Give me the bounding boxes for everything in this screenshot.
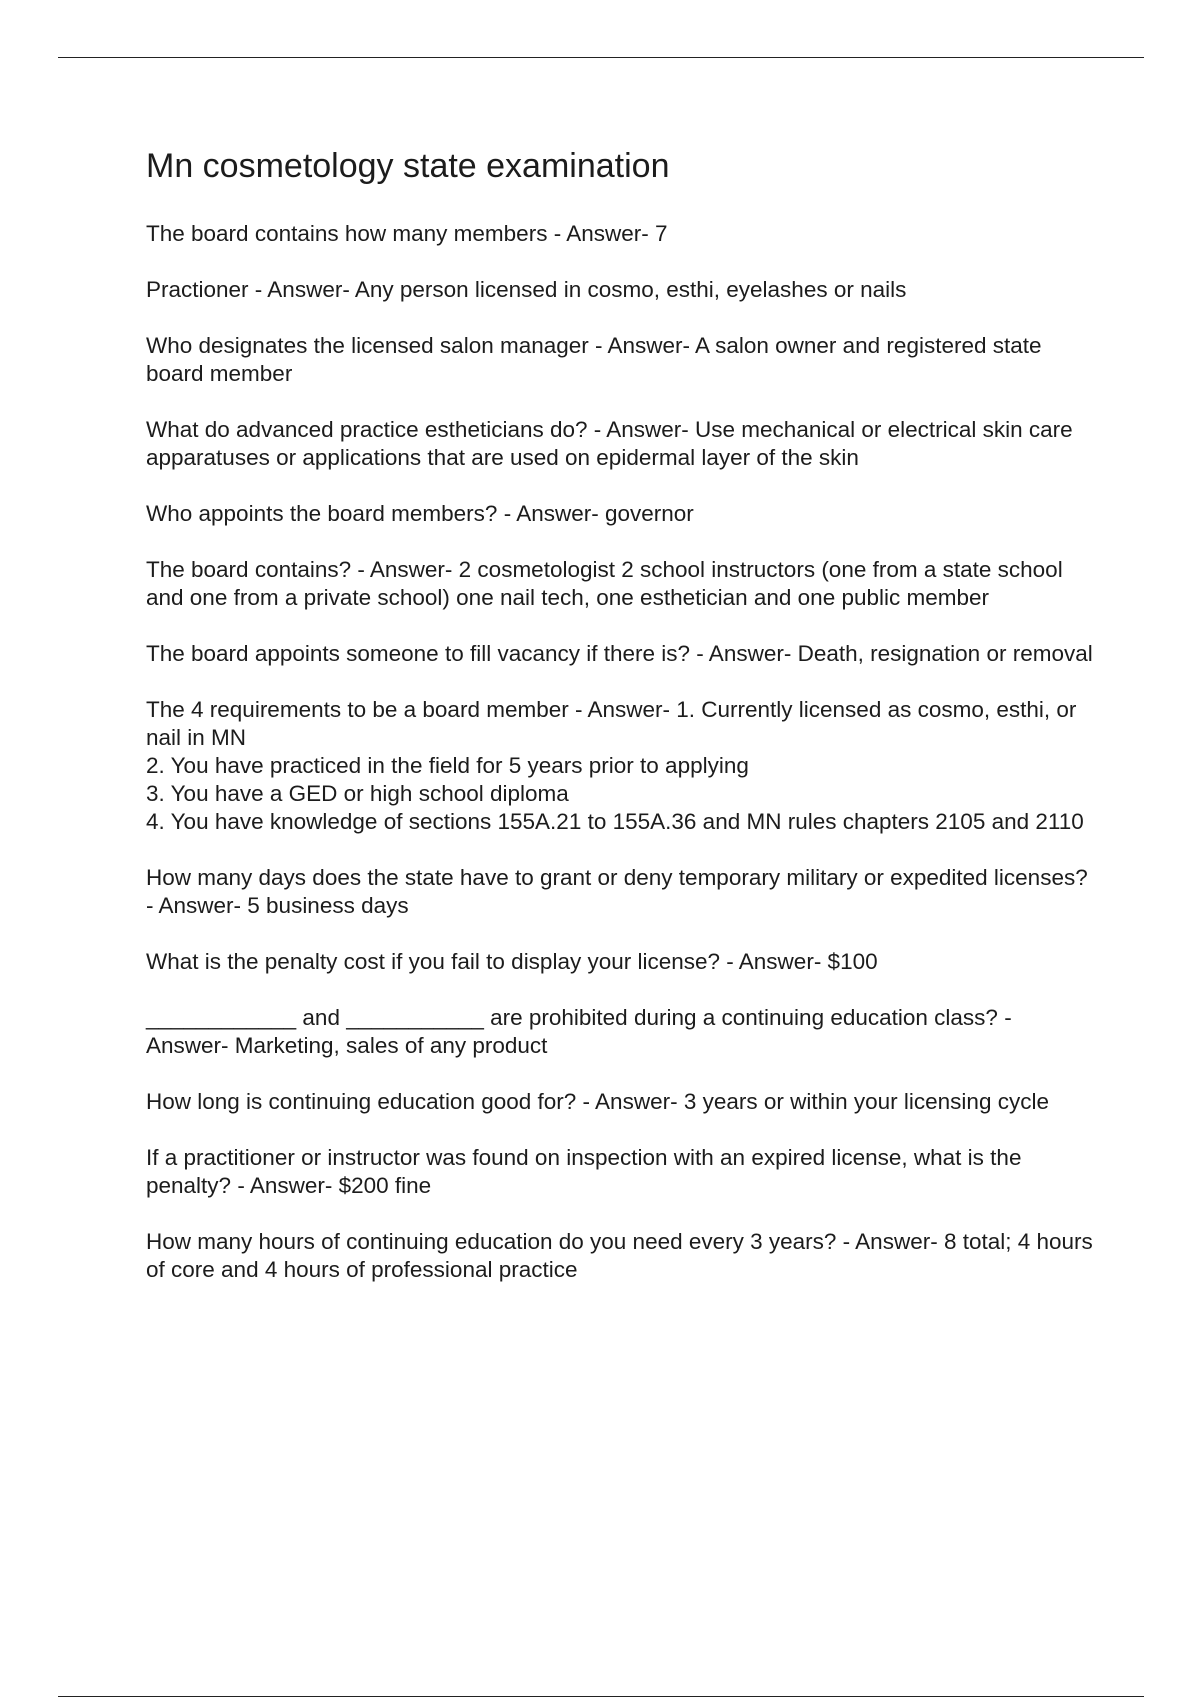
qa-item [146,696,1096,836]
qa-line: The board contains? - Answer- 2 cosmetologist 2 school instructors (one from a state school and one from a private school) one nail tech, one esthetician and one public member [146,557,1069,610]
qa-item [146,1228,1100,1284]
qa-item [146,1004,1096,1060]
qa-item [146,416,1096,472]
qa-line: If a practitioner or instructor was found on inspection with an expired license, what is the penalty? - Answer- $200 fine [146,1145,1028,1198]
qa-item [146,276,1096,304]
top-divider [58,57,1144,58]
qa-item [146,864,1096,920]
qa-item [146,640,1096,668]
qa-line: What do advanced practice estheticians do? - Answer- Use mechanical or electrical skin care apparatuses or applications that are used on epidermal layer of the skin [146,417,1079,470]
qa-line: ____________ and ___________ are prohibited during a continuing education class? - Answer- Marketing, sales of any product [146,1005,1017,1058]
qa-line: Who appoints the board members? - Answer- governor [146,501,694,526]
qa-line: What is the penalty cost if you fail to display your license? - Answer- $100 [146,949,878,974]
qa-line: The board contains how many members - Answer- 7 [146,221,668,246]
qa-line: How many hours of continuing education do you need every 3 years? - Answer- 8 total; 4 hours of core and 4 hours of professional practice [146,1229,1100,1282]
qa-line: 4. You have knowledge of sections 155A.21 to 155A.36 and MN rules chapters 2105 and 2110 [146,809,1084,834]
qa-list [146,220,1100,1284]
qa-item [146,332,1096,388]
qa-item [146,1144,1096,1200]
qa-item [146,220,1096,248]
document-body [146,140,1100,1312]
qa-line: The board appoints someone to fill vacancy if there is? - Answer- Death, resignation or removal [146,641,1093,666]
qa-line: How many days does the state have to grant or deny temporary military or expedited licenses? - Answer- 5 business days [146,865,1094,918]
qa-line: 2. You have practiced in the field for 5 years prior to applying [146,753,749,778]
qa-item [146,556,1096,612]
qa-line: The 4 requirements to be a board member - Answer- 1. Currently licensed as cosmo, esthi, or nail in MN [146,697,1083,750]
qa-item [146,948,1096,976]
bottom-divider [58,1696,1144,1697]
qa-line: How long is continuing education good for? - Answer- 3 years or within your licensing cycle [146,1089,1049,1114]
qa-line: Practioner - Answer- Any person licensed in cosmo, esthi, eyelashes or nails [146,277,907,302]
qa-item [146,1088,1096,1116]
qa-line: Who designates the licensed salon manager - Answer- A salon owner and registered state board member [146,333,1048,386]
qa-item [146,500,1096,528]
qa-line: 3. You have a GED or high school diploma [146,781,569,806]
document-title: Mn cosmetology state examination [146,147,670,185]
